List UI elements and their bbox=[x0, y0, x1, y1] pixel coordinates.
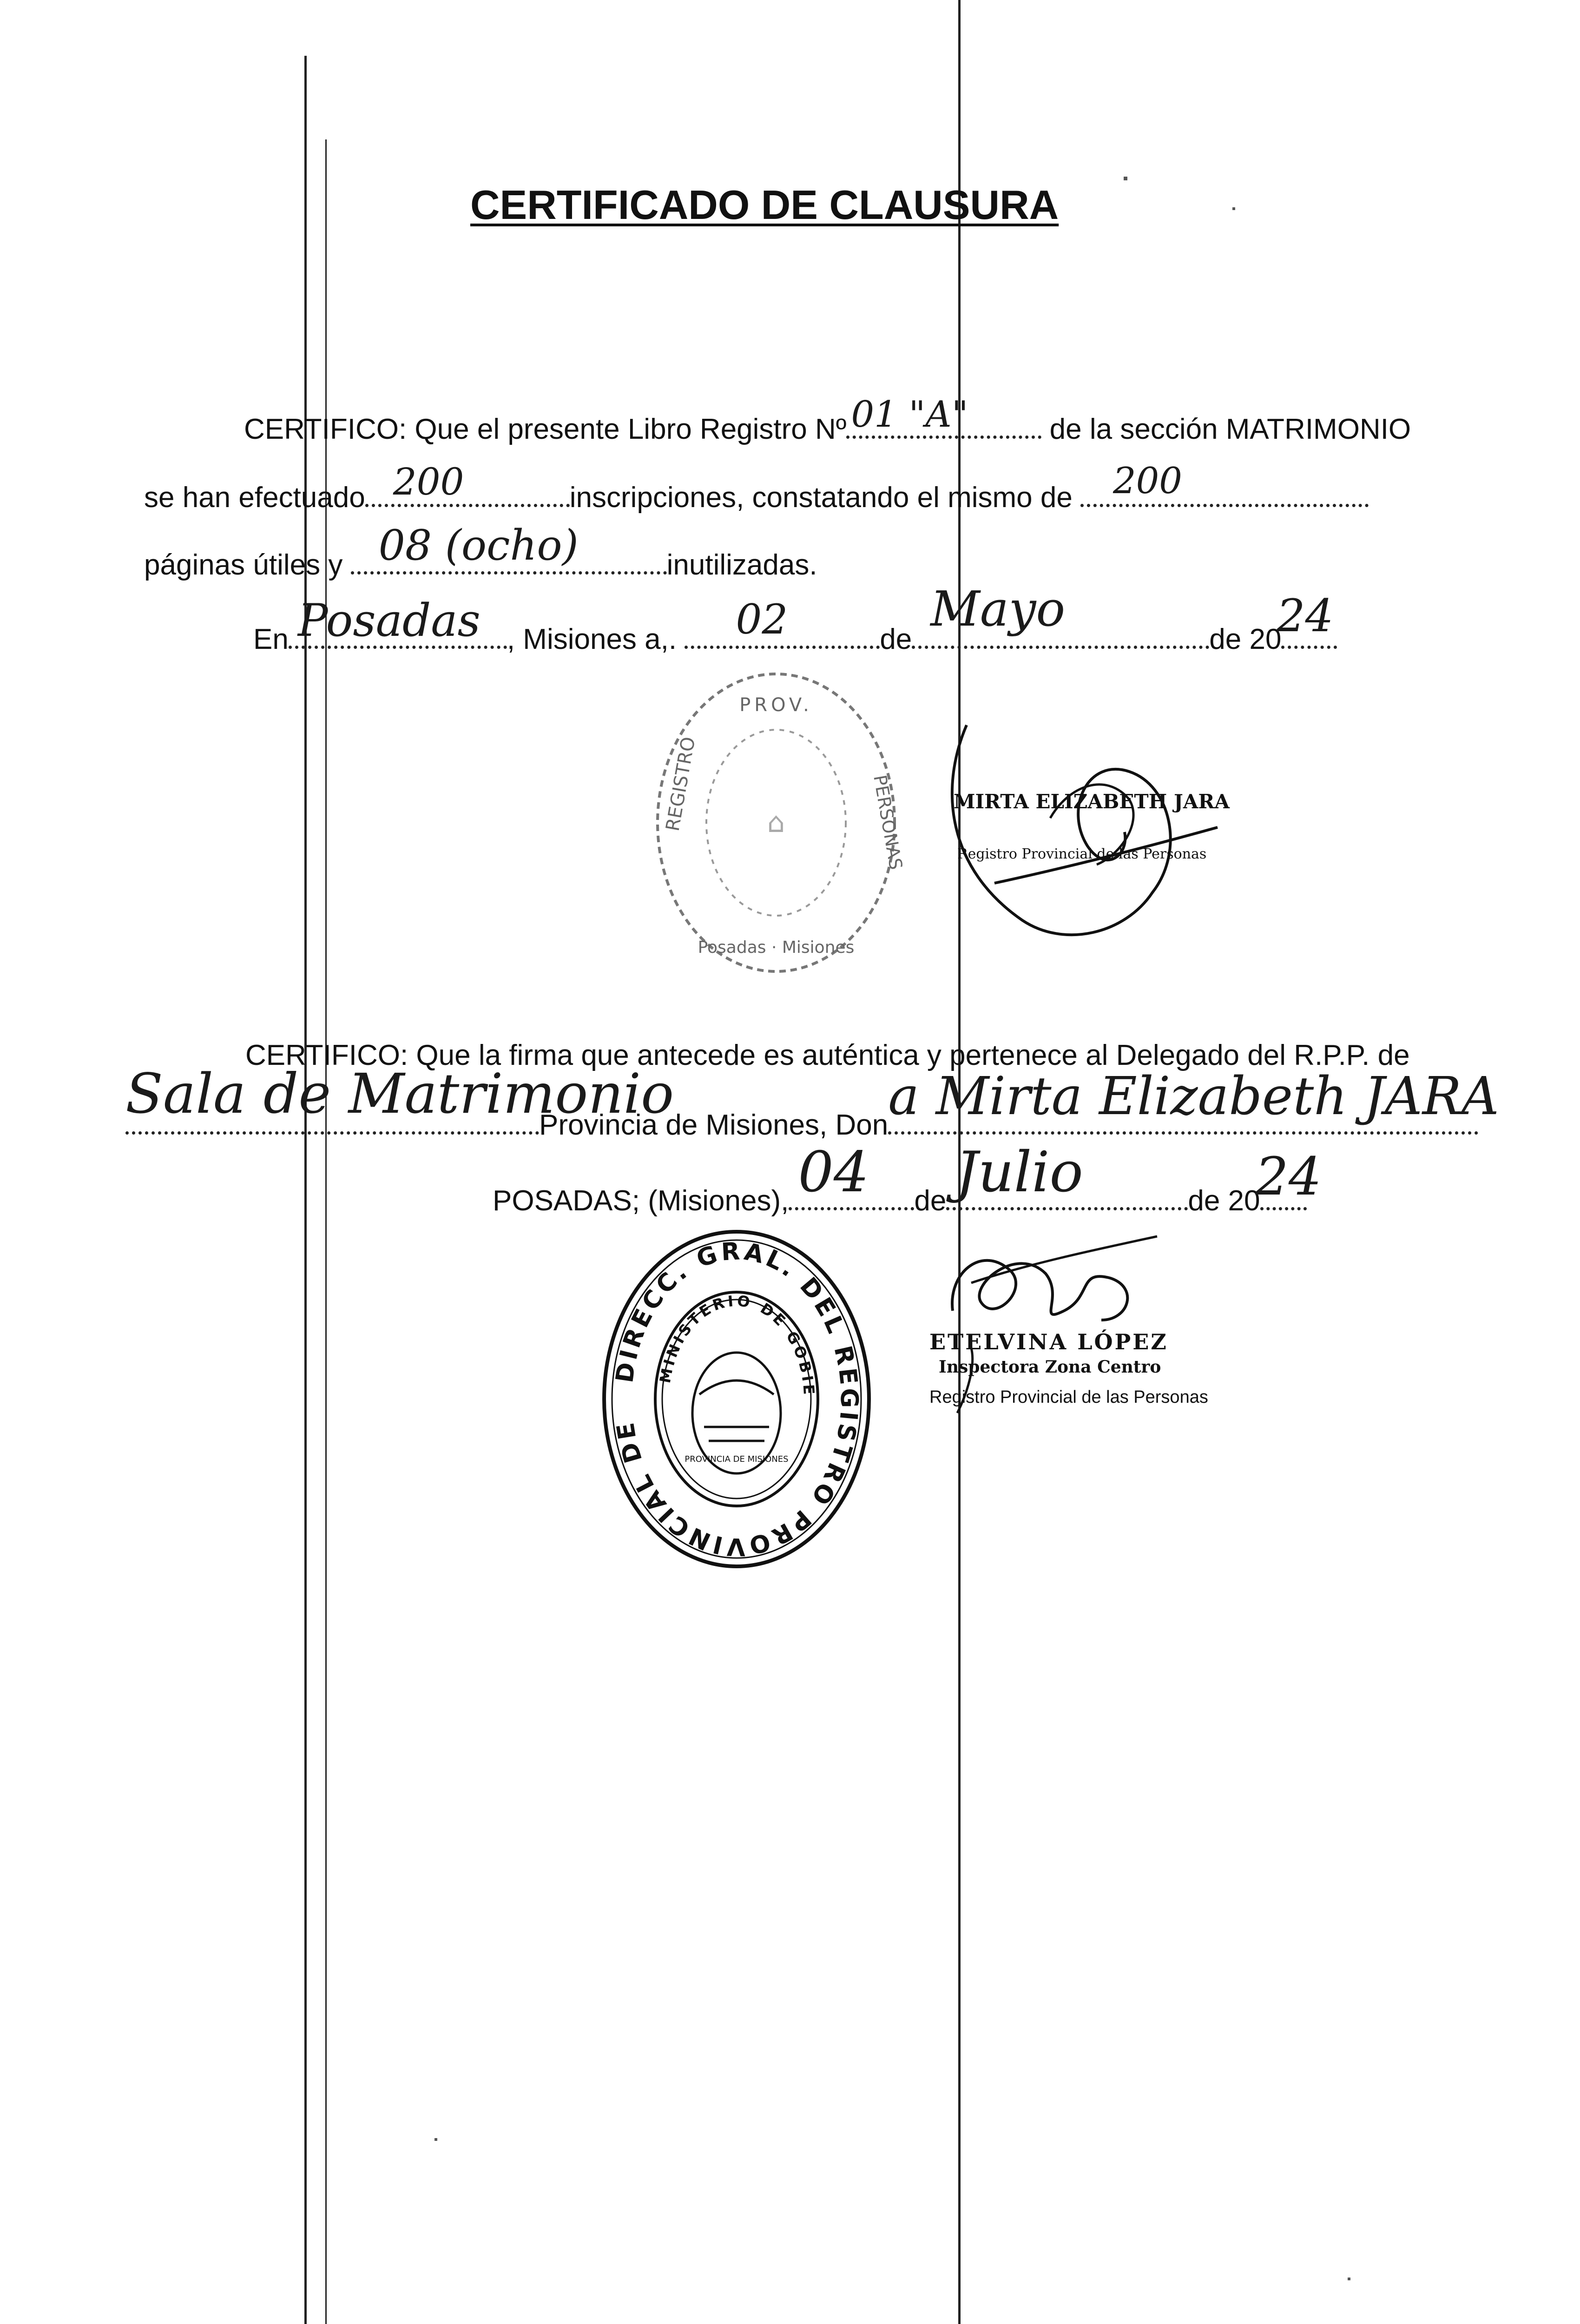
cert1-line3-text-b: inutilizadas. bbox=[666, 549, 817, 581]
scan-line-left bbox=[304, 56, 307, 2324]
cert1-line4-misiones: , Misiones a,. bbox=[507, 623, 677, 655]
cert1-line3-text: páginas útiles y bbox=[144, 549, 343, 581]
cert2-line3 bbox=[493, 1140, 1322, 1217]
cert1-line4-en: En bbox=[253, 623, 289, 655]
svg-text:⌂: ⌂ bbox=[767, 806, 785, 839]
cert2-month-handwritten: Julio bbox=[955, 1140, 1083, 1205]
signatory-2-role: Inspectora Zona Centro bbox=[939, 1357, 1161, 1377]
svg-text:Posadas · Misiones: Posadas · Misiones bbox=[698, 938, 855, 957]
paginas-handwritten: 200 bbox=[1113, 460, 1182, 502]
cert2-line3-year-prefix: de 20 bbox=[1188, 1185, 1260, 1217]
day-handwritten: 02 bbox=[736, 595, 788, 643]
cert2-line2-text: Provincia de Misiones, Don bbox=[539, 1109, 889, 1141]
scan-speck bbox=[434, 2138, 437, 2141]
cert1-line1-text: CERTIFICO: Que el presente Libro Registro Nº bbox=[244, 413, 847, 445]
cert1-line2-text: se han efectuado bbox=[144, 482, 365, 514]
cert1-line4-year-prefix: de 20 bbox=[1209, 623, 1282, 655]
signatory-1-role: Registro Provincial de las Personas bbox=[957, 846, 1207, 862]
signatory-2-org: Registro Provincial de las Personas bbox=[929, 1387, 1208, 1407]
sala-handwritten: Sala de Matrimonio bbox=[125, 1062, 674, 1126]
libro-number-handwritten: 01 "A" bbox=[851, 394, 968, 436]
cert2-day-handwritten: 04 bbox=[798, 1140, 869, 1205]
cert2-line2 bbox=[125, 1062, 1499, 1142]
place-handwritten: Posadas bbox=[297, 594, 481, 647]
scan-speck bbox=[1232, 207, 1235, 210]
cert1-line1-section: de la sección MATRIMONIO bbox=[1049, 413, 1411, 445]
svg-text:REGISTRO: REGISTRO bbox=[662, 735, 700, 833]
cert2-line1: CERTIFICO: Que la firma que antecede es auténtica y pertenece al Delegado del R.P.P. de bbox=[245, 1039, 1410, 1071]
month-handwritten: Mayo bbox=[930, 581, 1066, 637]
svg-text:PROV.: PROV. bbox=[739, 694, 813, 716]
cert2-year-handwritten: 24 bbox=[1255, 1147, 1322, 1207]
cert1-line1 bbox=[244, 394, 1411, 446]
direccion-seal-graphic bbox=[599, 1227, 874, 1571]
cert2-line3-text: POSADAS; (Misiones), bbox=[493, 1185, 789, 1217]
cert1-line2-text-b: inscripciones, constatando el mismo de bbox=[569, 482, 1073, 514]
scan-line-left-2 bbox=[325, 139, 327, 2324]
scan-speck bbox=[1348, 2278, 1350, 2280]
cert2-line3-de: de bbox=[914, 1185, 947, 1217]
year-handwritten: 24 bbox=[1277, 590, 1334, 642]
signatory-2-name: ETELVINA LÓPEZ bbox=[929, 1329, 1168, 1354]
seal-inner-text: MINISTERIO DE GOBIE bbox=[656, 1292, 818, 1398]
cert1-line2 bbox=[144, 460, 1369, 514]
sala-matrimonio-seal bbox=[641, 655, 911, 990]
svg-text:PERSONAS: PERSONAS bbox=[869, 773, 907, 872]
scan-speck bbox=[1124, 177, 1127, 180]
signatory-1-name: MIRTA ELIZABETH JARA bbox=[954, 790, 1230, 813]
cert1-line4 bbox=[253, 581, 1337, 656]
seal-outer-text: DIRECC. GRAL. DEL REGISTRO PROVINCIAL DE bbox=[611, 1237, 863, 1561]
cert1-line4-de: de bbox=[880, 623, 912, 655]
document-title: CERTIFICADO DE CLAUSURA bbox=[470, 182, 1059, 228]
direccion-seal bbox=[599, 1227, 874, 1571]
seal-emblem-text: PROVINCIA DE MISIONES bbox=[685, 1454, 789, 1464]
delegate-name-handwritten: a Mirta Elizabeth JARA bbox=[888, 1066, 1499, 1127]
inscripciones-handwritten: 200 bbox=[393, 460, 464, 503]
inutilizadas-handwritten: 08 (ocho) bbox=[378, 521, 579, 570]
cert1-line3 bbox=[144, 521, 817, 581]
